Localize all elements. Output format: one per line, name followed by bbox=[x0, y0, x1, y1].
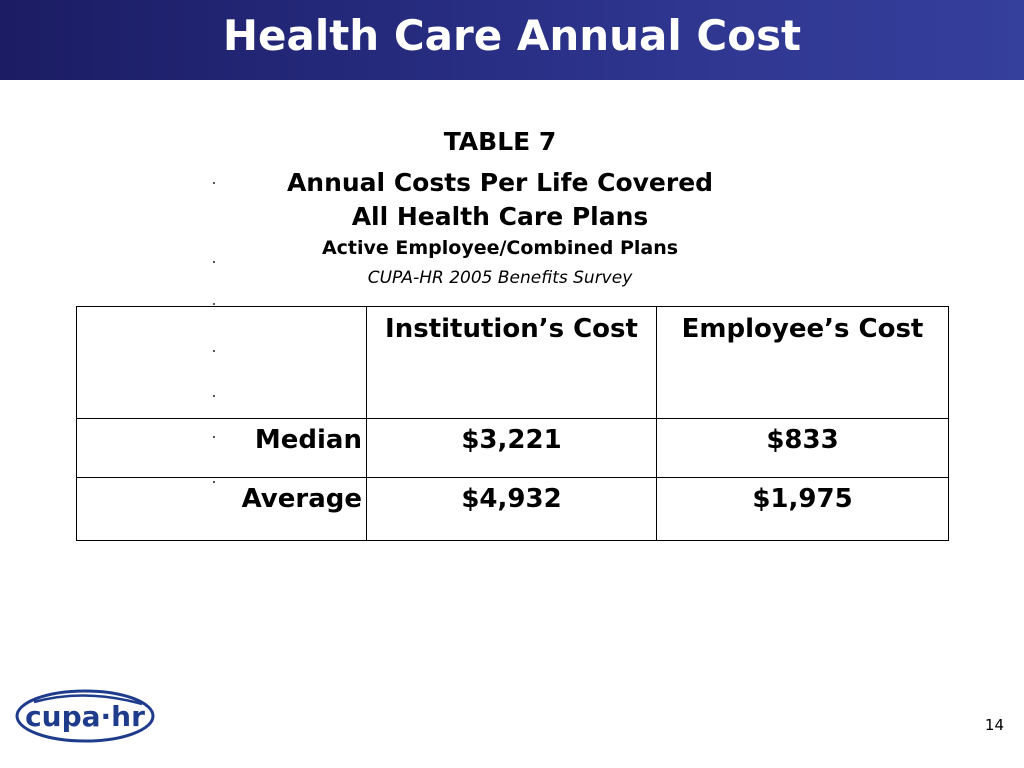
column-header-institution-cost: Institution’s Cost bbox=[367, 307, 657, 419]
table-title-line1: Annual Costs Per Life Covered bbox=[286, 168, 714, 197]
median-employee-cost: $833 bbox=[657, 419, 949, 478]
table-title-line3: Active Employee/Combined Plans bbox=[321, 237, 679, 259]
row-label-average: Average bbox=[77, 478, 367, 541]
table-row bbox=[77, 478, 949, 541]
column-header-empty bbox=[77, 307, 367, 419]
decorative-dot bbox=[213, 182, 215, 184]
median-institution-cost: $3,221 bbox=[367, 419, 657, 478]
average-institution-cost: $4,932 bbox=[367, 478, 657, 541]
page-number: 14 bbox=[984, 716, 1004, 734]
cost-table bbox=[76, 306, 949, 541]
cupa-hr-logo bbox=[14, 688, 156, 744]
source-citation: CUPA-HR 2005 Benefits Survey bbox=[367, 268, 633, 288]
column-header-employee-cost: Employee’s Cost bbox=[657, 307, 949, 419]
logo-text: cupa·hr bbox=[25, 700, 145, 733]
table-row bbox=[77, 419, 949, 478]
slide-title: Health Care Annual Cost bbox=[222, 11, 802, 60]
decorative-dot bbox=[213, 261, 215, 263]
table-header-row bbox=[77, 307, 949, 419]
table-number-label: TABLE 7 bbox=[443, 127, 557, 156]
average-employee-cost: $1,975 bbox=[657, 478, 949, 541]
row-label-median: Median bbox=[77, 419, 367, 478]
table-title-line2: All Health Care Plans bbox=[351, 202, 649, 231]
decorative-dot bbox=[213, 303, 215, 305]
